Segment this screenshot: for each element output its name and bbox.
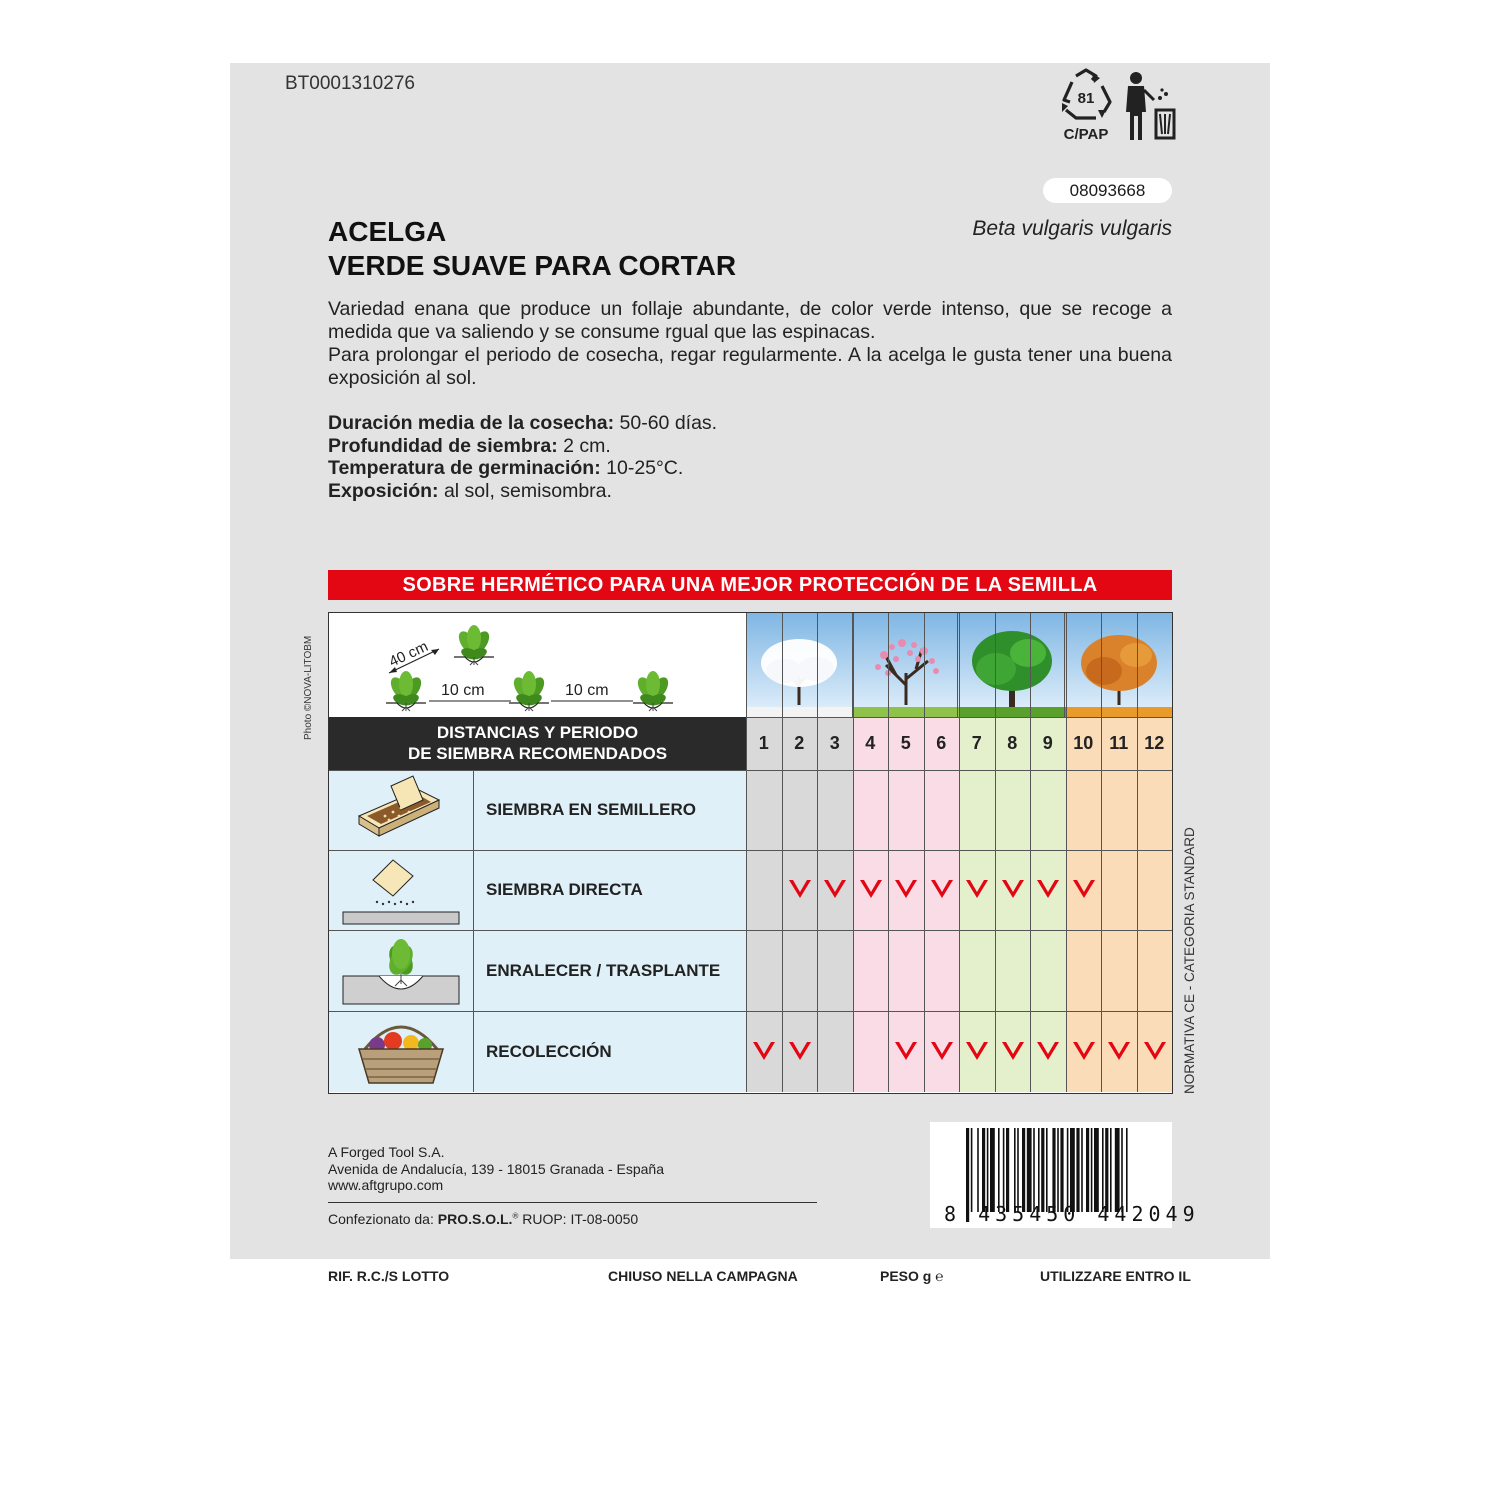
- calendar-cell: [888, 930, 924, 1011]
- use-by-field: UTILIZZARE ENTRO IL: [1040, 1268, 1191, 1284]
- check-mark-icon: [1036, 1038, 1060, 1066]
- calendar-cell: [959, 770, 995, 850]
- check-mark-icon: [965, 1038, 989, 1066]
- check-mark-icon: [1107, 1038, 1131, 1066]
- month-header: 3: [817, 717, 853, 770]
- month-header: 11: [1101, 717, 1137, 770]
- month-header: 12: [1137, 717, 1173, 770]
- calendar-cell: [995, 930, 1031, 1011]
- barcode-number: 8 435450 442049: [944, 1202, 1200, 1226]
- calendar-cell: [853, 930, 889, 1011]
- calendar-cell: [924, 770, 960, 850]
- recycle-icon: [1052, 66, 1122, 144]
- calendar-cell: [746, 1011, 782, 1092]
- company-address: Avenida de Andalucía, 139 - 18015 Granada - España: [328, 1160, 664, 1177]
- row-label-semillero: SIEMBRA EN SEMILLERO: [473, 770, 746, 850]
- check-mark-icon: [930, 1038, 954, 1066]
- calendar-cell: [888, 1011, 924, 1092]
- svg-text:C/PAP: C/PAP: [1063, 126, 1109, 143]
- check-mark-icon: [965, 876, 989, 904]
- check-mark-icon: [788, 876, 812, 904]
- trash-disposal-icon: [1122, 70, 1178, 142]
- plant-spacing-label: 10 cm: [565, 682, 609, 699]
- check-mark-icon: [894, 876, 918, 904]
- calendar-cell: [817, 1011, 853, 1092]
- calendar-cell: [746, 850, 782, 930]
- calendar-cell: [924, 1011, 960, 1092]
- table-header: [329, 717, 746, 770]
- calendar-cell: [782, 770, 818, 850]
- calendar-cell: [959, 850, 995, 930]
- month-header: 1: [746, 717, 782, 770]
- calendar-cell: [1137, 770, 1173, 850]
- calendar-cell: [1030, 930, 1066, 1011]
- product-code: BT0001310276: [285, 73, 415, 94]
- calendar-cell: [1066, 930, 1102, 1011]
- direct-sowing-icon: [329, 850, 473, 930]
- closed-field: CHIUSO NELLA CAMPAGNA: [608, 1268, 798, 1284]
- calendar-cell: [746, 930, 782, 1011]
- calendar-cell: [1030, 1011, 1066, 1092]
- calendar-cell: [888, 770, 924, 850]
- transplant-icon: [329, 930, 473, 1011]
- month-header: 6: [924, 717, 960, 770]
- calendar-cell: [817, 850, 853, 930]
- spec-row: Profundidad de siembra: 2 cm.: [328, 434, 611, 457]
- spacing-diagram: [329, 613, 746, 717]
- calendar-cell: [1101, 850, 1137, 930]
- spec-row: Temperatura de germinación: 10-25°C.: [328, 457, 684, 479]
- spec-row: Duración media de la cosecha: 50-60 días.: [328, 412, 718, 434]
- calendar-cell: [853, 1011, 889, 1092]
- row-spacing-label: 40 cm: [386, 637, 431, 671]
- row-label-recoleccion: RECOLECCIÓN: [473, 1011, 746, 1092]
- calendar-cell: [959, 1011, 995, 1092]
- calendar-cell: [782, 1011, 818, 1092]
- lot-field: RIF. R.C./S LOTTO: [328, 1268, 450, 1284]
- calendar-cell: [853, 850, 889, 930]
- row-label-trasplante: ENRALECER / TRASPLANTE: [473, 930, 746, 1011]
- latin-name: Beta vulgaris vulgaris: [972, 217, 1172, 240]
- month-header: 7: [959, 717, 995, 770]
- calendar-cell: [1101, 1011, 1137, 1092]
- company-info: [328, 1144, 664, 1194]
- plant-icon: [454, 625, 494, 665]
- reference-code: 08093668: [1043, 178, 1172, 203]
- check-mark-icon: [1072, 1038, 1096, 1066]
- calendar-cell: [746, 770, 782, 850]
- check-mark-icon: [1001, 1038, 1025, 1066]
- product-variety: VERDE SUAVE PARA CORTAR: [328, 250, 737, 281]
- regulation-note: NORMATIVA CE - CATEGORIA STANDARD: [1182, 827, 1197, 1094]
- harvest-basket-icon: [329, 1011, 473, 1092]
- svg-text:81: 81: [1077, 90, 1095, 107]
- calendar-cell: [888, 850, 924, 930]
- calendar-cell: [817, 930, 853, 1011]
- check-mark-icon: [1001, 876, 1025, 904]
- calendar-cell: [1101, 930, 1137, 1011]
- table-header-line: DISTANCIAS Y PERIODO: [436, 723, 639, 742]
- calendar-cell: [1137, 1011, 1173, 1092]
- calendar-cell: [1030, 850, 1066, 930]
- calendar-cell: [995, 1011, 1031, 1092]
- calendar-cell: [1066, 1011, 1102, 1092]
- calendar-cell: [1066, 850, 1102, 930]
- product-title: ACELGA: [328, 216, 447, 247]
- plant-icon: [633, 671, 673, 711]
- photo-credit: Photo ©NOVA-LITOBM: [303, 635, 314, 740]
- check-mark-icon: [894, 1038, 918, 1066]
- month-header: 8: [995, 717, 1031, 770]
- estimated-sign-icon: ℮: [935, 1268, 944, 1284]
- check-mark-icon: [788, 1038, 812, 1066]
- plant-spacing-label: 10 cm: [441, 682, 485, 699]
- check-mark-icon: [1072, 876, 1096, 904]
- calendar-cell: [1137, 850, 1173, 930]
- company-name: A Forged Tool S.A.: [328, 1144, 445, 1160]
- check-mark-icon: [1143, 1038, 1167, 1066]
- calendar-cell: [1101, 770, 1137, 850]
- divider: [328, 1202, 817, 1203]
- calendar-cell: [817, 770, 853, 850]
- month-header: 4: [853, 717, 889, 770]
- packed-by: Confezionato da: PRO.S.O.L.® RUOP: IT-08-0050: [328, 1211, 639, 1227]
- table-header-line: DE SIEMBRA RECOMENDADOS: [407, 744, 668, 763]
- calendar-cell: [782, 850, 818, 930]
- plant-icon: [386, 671, 426, 711]
- check-mark-icon: [752, 1038, 776, 1066]
- plant-icon: [509, 671, 549, 711]
- calendar-cell: [1137, 930, 1173, 1011]
- check-mark-icon: [859, 876, 883, 904]
- company-website[interactable]: www.aftgrupo.com: [328, 1177, 444, 1193]
- spec-row: Exposición: al sol, semisombra.: [328, 479, 612, 502]
- seed-tray-icon: [329, 770, 473, 850]
- sowing-calendar: [328, 612, 1173, 1094]
- month-header: 9: [1030, 717, 1066, 770]
- description: [328, 298, 1172, 390]
- check-mark-icon: [1036, 876, 1060, 904]
- month-header: 5: [888, 717, 924, 770]
- check-mark-icon: [930, 876, 954, 904]
- cultivation-specs: [328, 412, 717, 502]
- check-mark-icon: [823, 876, 847, 904]
- month-header: 2: [782, 717, 818, 770]
- month-header: 10: [1066, 717, 1102, 770]
- calendar-cell: [995, 770, 1031, 850]
- description-paragraph: Variedad enana que produce un follaje abundante, de color verde intenso, que se recoge a medida que va saliendo y se consume rgual que las espinacas.: [328, 298, 1172, 343]
- calendar-cell: [924, 850, 960, 930]
- calendar-cell: [995, 850, 1031, 930]
- calendar-cell: [924, 930, 960, 1011]
- calendar-cell: [1030, 770, 1066, 850]
- calendar-cell: [853, 770, 889, 850]
- calendar-cell: [1066, 770, 1102, 850]
- hermetic-banner: SOBRE HERMÉTICO PARA UNA MEJOR PROTECCIÓN DE LA SEMILLA: [328, 570, 1172, 600]
- description-paragraph: Para prolongar el periodo de cosecha, regar regularmente. A la acelga le gusta tener una buena exposición al sol.: [328, 344, 1172, 389]
- weight-field: PESO g ℮: [880, 1268, 944, 1284]
- row-label-directa: SIEMBRA DIRECTA: [473, 850, 746, 930]
- calendar-cell: [782, 930, 818, 1011]
- calendar-cell: [959, 930, 995, 1011]
